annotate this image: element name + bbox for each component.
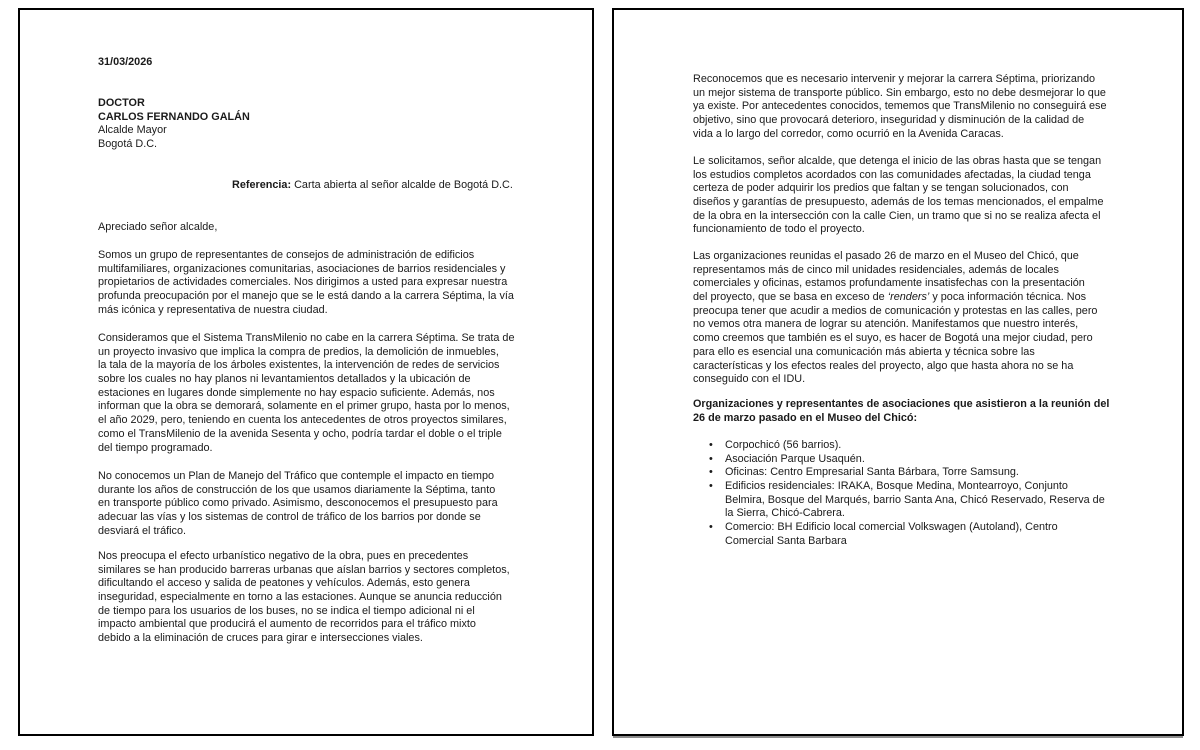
- recipient-block: [98, 97, 250, 152]
- paragraph-line: No conocemos un Plan de Manejo del Tráfico que contemple el impacto en tiempo: [98, 470, 495, 482]
- paragraph-line: más icónica y representativa de nuestra ciudad.: [98, 303, 328, 316]
- paragraph-line: propietarios de actividades comerciales. Nos dirigimos a usted para expresar nuestra: [98, 276, 508, 289]
- letter-page-1: [18, 8, 594, 736]
- paragraph-line: representamos más de cinco mil unidades residenciales, además de locales: [693, 263, 1059, 276]
- list-item-line: Belmira, Bosque del Marqués, barrio Santa Ana, Chicó Reservado, Reserva de: [725, 493, 1105, 506]
- bullet-icon: •: [709, 521, 713, 534]
- paragraph-line: comerciales y oficinas, estamos profundamente insatisfechas con la presentación: [693, 277, 1085, 290]
- paragraph-line: inseguridad, especialmente en torno a las estaciones. Aunque se anuncia reducción: [98, 591, 502, 604]
- reference-text: Carta abierta al señor alcalde de Bogotá D.C.: [294, 179, 513, 191]
- paragraph-line: Somos un grupo de representantes de consejos de administración de edificios: [98, 249, 475, 261]
- paragraph-line: funcionamiento de todo el proyecto.: [693, 223, 865, 236]
- paragraph: [98, 249, 514, 317]
- list-item-line: Oficinas: Centro Empresarial Santa Bárbara, Torre Samsung.: [725, 466, 1019, 479]
- paragraph-line: debido a la eliminación de cruces para girar e intersecciones viales.: [98, 632, 423, 645]
- line-segment: y poca información técnica. Nos: [929, 291, 1087, 304]
- list-item-line: la Sierra, Chicó-Cabrera.: [725, 507, 845, 520]
- paragraph-line: dificultando el acceso y salida de peatones y vehículos. Además, esto genera: [98, 577, 470, 590]
- paragraph-line: sobre los cuales no hay planos ni levantamientos detallados y la ubicación de: [98, 373, 471, 386]
- paragraph: [98, 332, 515, 455]
- paragraph-line: no vemos otra manera de lograr su atención. Manifestamos que nuestro interés,: [693, 318, 1079, 331]
- list-item-line: Edificios residenciales: IRAKA, Bosque Medina, Montearroyo, Conjunto: [725, 480, 1068, 493]
- paragraph-line: vida a lo largo del corredor, como ocurrió en la Avenida Caracas.: [693, 127, 1004, 140]
- bullet-icon: •: [709, 480, 713, 493]
- paragraph-line: de tiempo para los usuarios de los buses, no se indica el tiempo adicional ni el: [98, 604, 475, 617]
- recipient-city: Bogotá D.C.: [98, 138, 158, 151]
- list-item: [693, 480, 1105, 521]
- paragraph-line: los estudios completos acordados con las comunidades afectadas, la ciudad tenga: [693, 168, 1091, 181]
- paragraph-line: el año 2029, pero, teniendo en cuenta los antecedentes de otros proyectos similares,: [98, 414, 507, 427]
- paragraph-line: en transporte público como privado. Asimismo, desconocemos el presupuesto para: [98, 497, 498, 510]
- letter-date: 31/03/2026: [98, 56, 153, 68]
- paragraph-line: para ello es esencial una comunicación más abierta y técnica sobre las: [693, 345, 1035, 358]
- reference-label: Referencia:: [232, 179, 292, 191]
- paragraph-line: Las organizaciones reunidas el pasado 26 de marzo en el Museo del Chicó, que: [693, 250, 1079, 262]
- list-item-line: Comercial Santa Barbara: [725, 534, 847, 547]
- paragraph: [98, 550, 510, 646]
- list-item: [693, 453, 1105, 467]
- heading-line: Organizaciones y representantes de asociaciones que asistieron a la reunión del: [693, 398, 1110, 410]
- paragraph-line: impacto ambiental que producirá el aumento de recorridos para el tráfico mixto: [98, 618, 476, 631]
- attendees-list: [693, 439, 1105, 549]
- paragraph-line: informan que la obra se demorará, solamente en el primer grupo, hasta por lo menos,: [98, 400, 510, 413]
- paragraph-line: similares se han producido barreras urbanas que aíslan barrios y sectores completos,: [98, 563, 510, 576]
- paragraph-line: Nos preocupa el efecto urbanístico negativo de la obra, pues en precedentes: [98, 550, 469, 562]
- letter-page-2: [612, 8, 1184, 736]
- bullet-icon: •: [709, 452, 713, 465]
- bullet-icon: •: [709, 466, 713, 479]
- line-segment: del proyecto, que se basa en exceso de: [693, 291, 888, 304]
- bullet-icon: •: [709, 439, 713, 451]
- list-item: [693, 439, 1105, 453]
- paragraph-line: de la obra en la intersección con la calle Cien, un tramo que si no se realiza afecta el: [693, 209, 1101, 222]
- paragraph-line: conseguido con el IDU.: [693, 373, 806, 386]
- paragraph: [693, 155, 1104, 237]
- attendees-heading: [693, 398, 1109, 425]
- paragraph-line: ya existe. Por antecedentes conocidos, tememos que TransMilenio no conseguirá ese: [693, 100, 1107, 113]
- list-item: [693, 521, 1105, 548]
- recipient-position: Alcalde Mayor: [98, 124, 167, 137]
- paragraph-line: adecuar las vías y los sistemas de control de tráfico de los barrios por donde se: [98, 511, 481, 524]
- paragraph-line: preocupa tener que acudir a medios de comunicación y protestas en las calles, pero: [693, 304, 1098, 317]
- paragraph: [98, 470, 498, 538]
- heading-line: 26 de marzo pasado en el Museo del Chicó:: [693, 411, 918, 424]
- salutation: Apreciado señor alcalde,: [98, 221, 218, 233]
- paragraph-line: objetivo, sino que provocará deterioro, inseguridad y disminución de la calidad de: [693, 114, 1085, 127]
- list-item: [693, 466, 1105, 480]
- paragraph-line: como creemos que también es el suyo, es hacer de Bogotá una mejor ciudad, pero: [693, 332, 1093, 345]
- paragraph-line: estaciones en lugares donde simplemente no hay espacio suficiente. Además, nos: [98, 386, 495, 399]
- paragraph-line: [693, 291, 1097, 305]
- list-item-line: Asociación Parque Usaquén.: [725, 452, 865, 465]
- paragraph-line: multifamiliares, organizaciones comunitarias, asociaciones de barrios residenciales y: [98, 262, 506, 275]
- paragraph-line: como el TransMilenio de la avenida Sesenta y ocho, podría tardar el doble o el triple: [98, 427, 502, 440]
- list-item-line: Corpochicó (56 barrios).: [725, 439, 842, 451]
- italic-term-renders: ‘renders’: [887, 291, 930, 304]
- paragraph-line: características y los efectos reales del proyecto, algo que hasta ahora no se ha: [693, 359, 1074, 372]
- paragraph-line: del tiempo programado.: [98, 441, 213, 454]
- paragraph-line: durante los años de construcción de los que usamos diariamente la Séptima, tanto: [98, 483, 496, 496]
- paragraph-line: profunda preocupación por el manejo que se le está dando a la carrera Séptima, la vía: [98, 290, 514, 303]
- paragraph-line: Reconocemos que es necesario intervenir y mejorar la carrera Séptima, priorizando: [693, 73, 1096, 85]
- paragraph: [693, 250, 1097, 387]
- paragraph-line: Consideramos que el Sistema TransMilenio no cabe en la carrera Séptima. Se trata de: [98, 332, 515, 344]
- paragraph-line: desviará el tráfico.: [98, 524, 186, 537]
- list-item-line: Comercio: BH Edificio local comercial Volkswagen (Autoland), Centro: [725, 521, 1058, 534]
- paragraph-line: diseños y garantías de presupuesto, además de los temas mencionados, el empalme: [693, 196, 1104, 209]
- recipient-title: DOCTOR: [98, 97, 145, 109]
- paragraph-line: certeza de poder adquirir los predios que faltan y se tengan solucionados, con: [693, 182, 1069, 195]
- recipient-name: CARLOS FERNANDO GALÁN: [98, 110, 250, 123]
- paragraph-line: Le solicitamos, señor alcalde, que detenga el inicio de las obras hasta que se tengan: [693, 155, 1102, 167]
- reference-line: [232, 179, 513, 193]
- paragraph-line: un mejor sistema de transporte público. Sin embargo, esto no debe desmejorar lo que: [693, 86, 1106, 99]
- paragraph-line: la tala de la mayoría de los árboles existentes, la intervención de redes de servicios: [98, 359, 500, 372]
- paragraph: [693, 73, 1107, 141]
- paragraph-line: un proyecto invasivo que implica la compra de predios, la demolición de inmuebles,: [98, 345, 499, 358]
